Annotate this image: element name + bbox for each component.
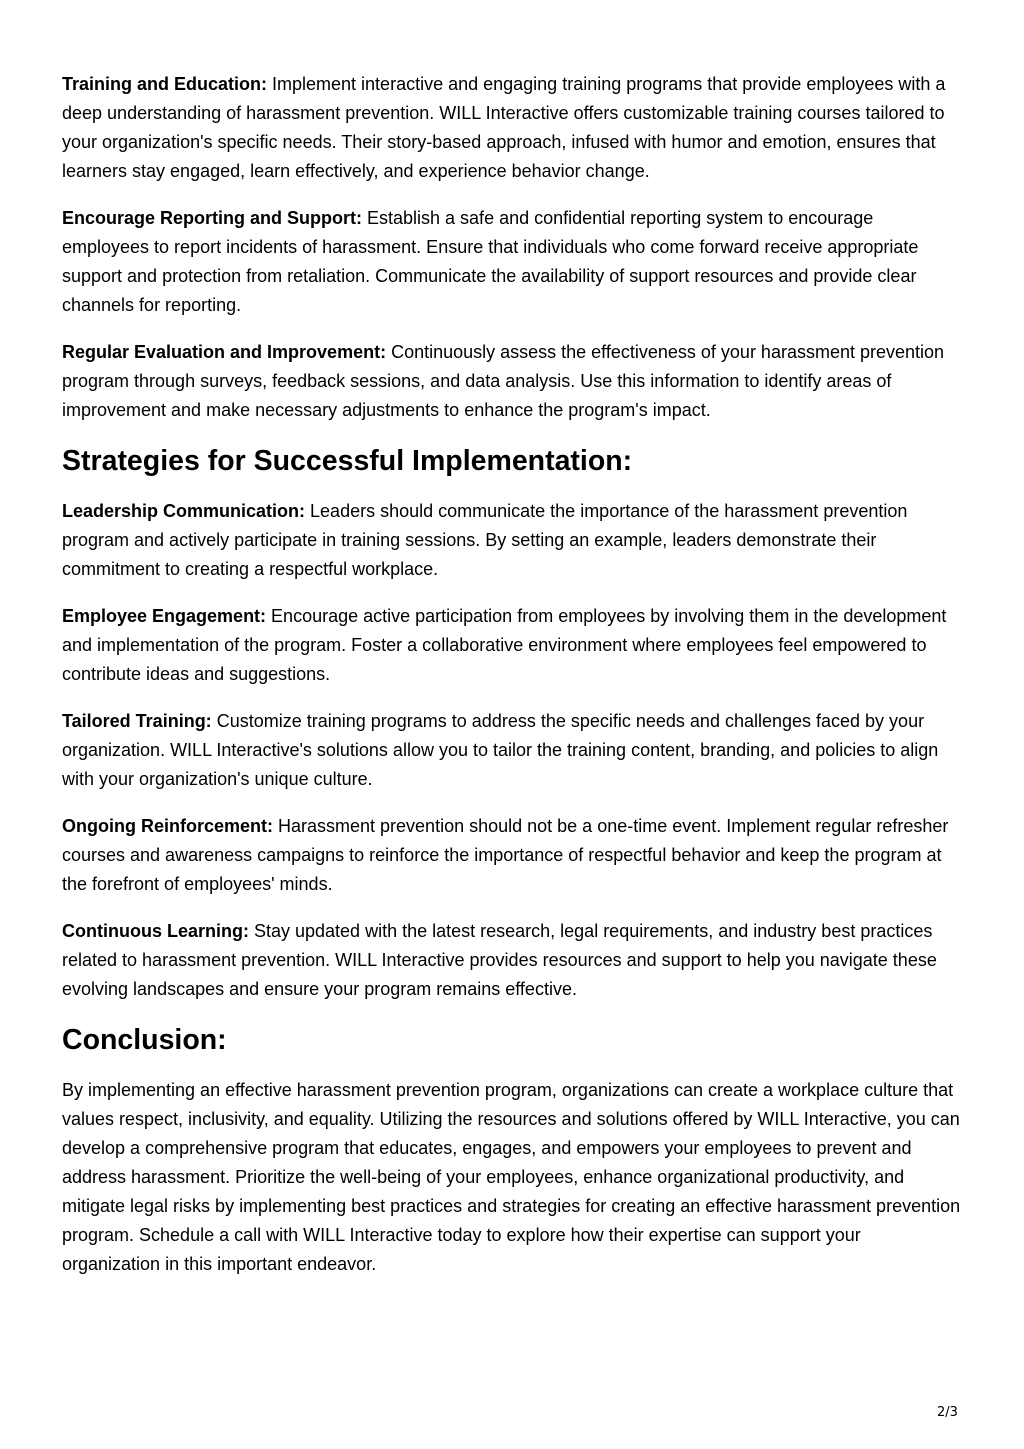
paragraph-text: By implementing an effective harassment prevention program, organizations can create a workplace culture that values respect, inclusivity, and equality. Utilizing the resources and solutions offered by WILL Interactive, you can develop a comprehensive program that educates, engages, and empowers your employees to prevent and address harassment. Prioritize the well-being of your employees, enhance organizational productivity, and mitigate legal risks by implementing best practices and strategies for creating an effective harassment prevention program. Schedule a call with WILL Interactive today to explore how their expertise can support your organization in this important endeavor. [62, 1080, 961, 1274]
document-body [62, 70, 962, 1297]
paragraph-text: Stay updated with the latest research, legal requirements, and industry best practices related to harassment prevention. WILL Interactive provides resources and support to help you navigate these evolving landscapes and ensure your program remains effective. [62, 921, 937, 999]
paragraph-lead: Training and Education: [62, 74, 268, 94]
paragraph-text: Implement interactive and engaging training programs that provide employees with a deep understanding of harassment prevention. WILL Interactive offers customizable training courses tailored to your organization's specific needs. Their story-based approach, infused with humor and emotion, ensures that learners stay engaged, learn effectively, and experience behavior change. [62, 74, 946, 181]
paragraph-lead: Continuous Learning: [62, 921, 249, 941]
paragraph-lead: Encourage Reporting and Support: [62, 208, 362, 228]
section-heading-conclusion: Conclusion: [62, 1024, 227, 1056]
paragraph-regular-evaluation [62, 338, 962, 425]
paragraph-employee-engagement [62, 602, 962, 689]
paragraph-text: Customize training programs to address the specific needs and challenges faced by your organization. WILL Interactive's solutions allow you to tailor the training content, branding, and policies to align with your organization's unique culture. [62, 711, 939, 789]
section-heading-strategies: Strategies for Successful Implementation: [62, 445, 633, 477]
paragraph-training-education [62, 70, 962, 186]
paragraph-text: Establish a safe and confidential reporting system to encourage employees to report incidents of harassment. Ensure that individuals who come forward receive appropriate support and protection from retaliation. Communicate the availability of support resources and provide clear channels for reporting. [62, 208, 919, 315]
paragraph-tailored-training [62, 707, 962, 794]
paragraph-text: Encourage active participation from employees by involving them in the development and implementation of the program. Foster a collaborative environment where employees feel empowered to contribute ideas and suggestions. [62, 606, 947, 684]
paragraph-lead: Leadership Communication: [62, 501, 306, 521]
paragraph-lead: Ongoing Reinforcement: [62, 816, 273, 836]
paragraph-lead: Tailored Training: [62, 711, 212, 731]
paragraph-encourage-reporting [62, 204, 962, 320]
paragraph-continuous-learning [62, 917, 962, 1004]
paragraph-text: Leaders should communicate the importance of the harassment prevention program and actively participate in training sessions. By setting an example, leaders demonstrate their commitment to creating a respectful workplace. [62, 501, 908, 579]
paragraph-text: Harassment prevention should not be a one-time event. Implement regular refresher courses and awareness campaigns to reinforce the importance of respectful behavior and keep the program at the forefront of employees' minds. [62, 816, 949, 894]
paragraph-text: Continuously assess the effectiveness of your harassment prevention program through surveys, feedback sessions, and data analysis. Use this information to identify areas of improvement and make necessary adjustments to enhance the program's impact. [62, 342, 945, 420]
paragraph-lead: Regular Evaluation and Improvement: [62, 342, 387, 362]
page-number: 2/3 [937, 1405, 958, 1420]
paragraph-leadership-communication [62, 497, 962, 584]
paragraph-lead: Employee Engagement: [62, 606, 267, 626]
paragraph-ongoing-reinforcement [62, 812, 962, 899]
paragraph-conclusion [62, 1076, 962, 1279]
